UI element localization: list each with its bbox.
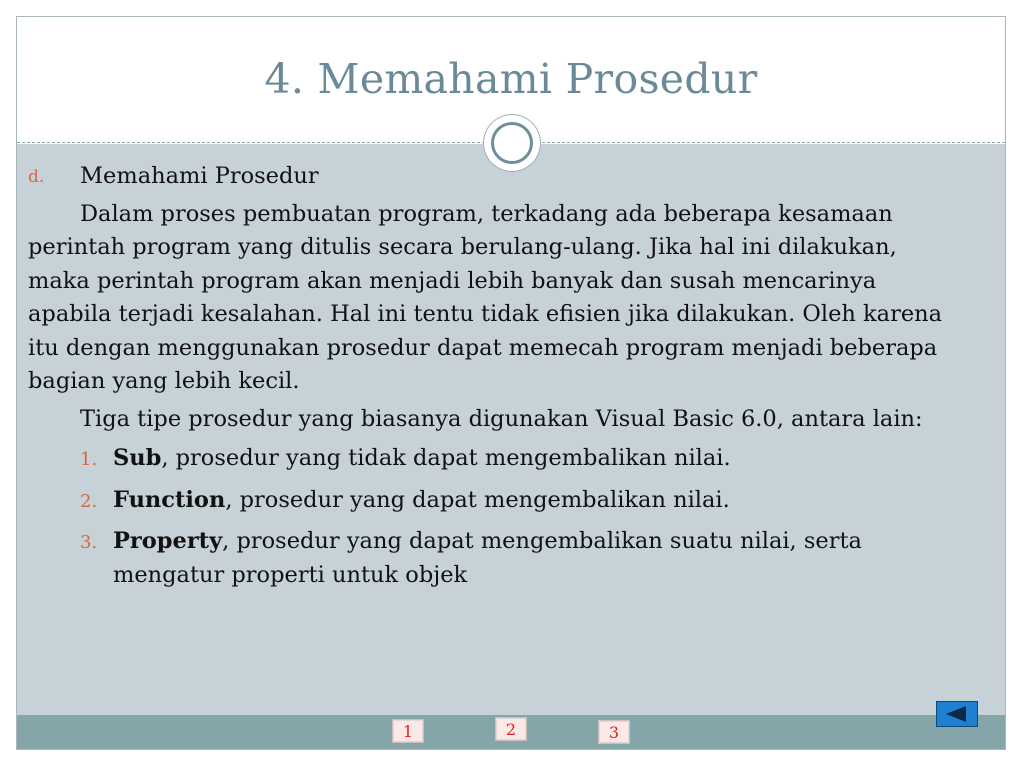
procedure-type-list (28, 442, 958, 592)
page-2-button[interactable]: 2 (495, 717, 527, 741)
slide-title: 4. Memahami Prosedur (264, 55, 758, 103)
list-text: , prosedur yang dapat mengembalikan nilai. (225, 486, 730, 513)
slide-body (28, 160, 958, 600)
list-term: Function (113, 486, 226, 513)
list-term: Sub (113, 445, 162, 471)
list-number: 3. (80, 532, 98, 553)
paragraph-2 (28, 403, 958, 437)
list-text: , prosedur yang dapat mengembalikan suatu nilai, serta mengatur properti untuk objek (113, 528, 862, 588)
list-item (28, 525, 958, 592)
list-item (28, 442, 958, 476)
paragraph-1-text: Dalam proses pembuatan program, terkadang ada beberapa kesamaan perintah program yang ditulis secara berulang-ulang. Jika hal ini dilakukan, maka perintah program akan menjadi lebih banyak dan susah mencarinya apabila terjadi kesalahan. Hal ini tentu tidak efisien jika dilakukan. Oleh karena itu dengan menggunakan prosedur dapat memecah program menjadi beberapa bagian yang lebih kecil. (28, 200, 943, 394)
arrow-triangle (946, 706, 966, 722)
page-3-button[interactable]: 3 (598, 720, 630, 744)
list-text: , prosedur yang tidak dapat mengembalikan nilai. (161, 445, 731, 471)
list-number: 2. (80, 490, 98, 512)
list-term: Property (113, 528, 223, 554)
list-item (28, 484, 958, 518)
heading-marker: d. (28, 167, 45, 187)
paragraph-1 (28, 198, 958, 399)
heading-text: Memahami Prosedur (80, 163, 319, 189)
list-number: 1. (80, 449, 98, 470)
page-1-button[interactable]: 1 (392, 719, 424, 743)
back-arrow-icon[interactable] (936, 701, 978, 727)
section-heading (28, 160, 958, 194)
paragraph-2-text: Tiga tipe prosedur yang biasanya digunakan Visual Basic 6.0, antara lain: (80, 405, 923, 432)
